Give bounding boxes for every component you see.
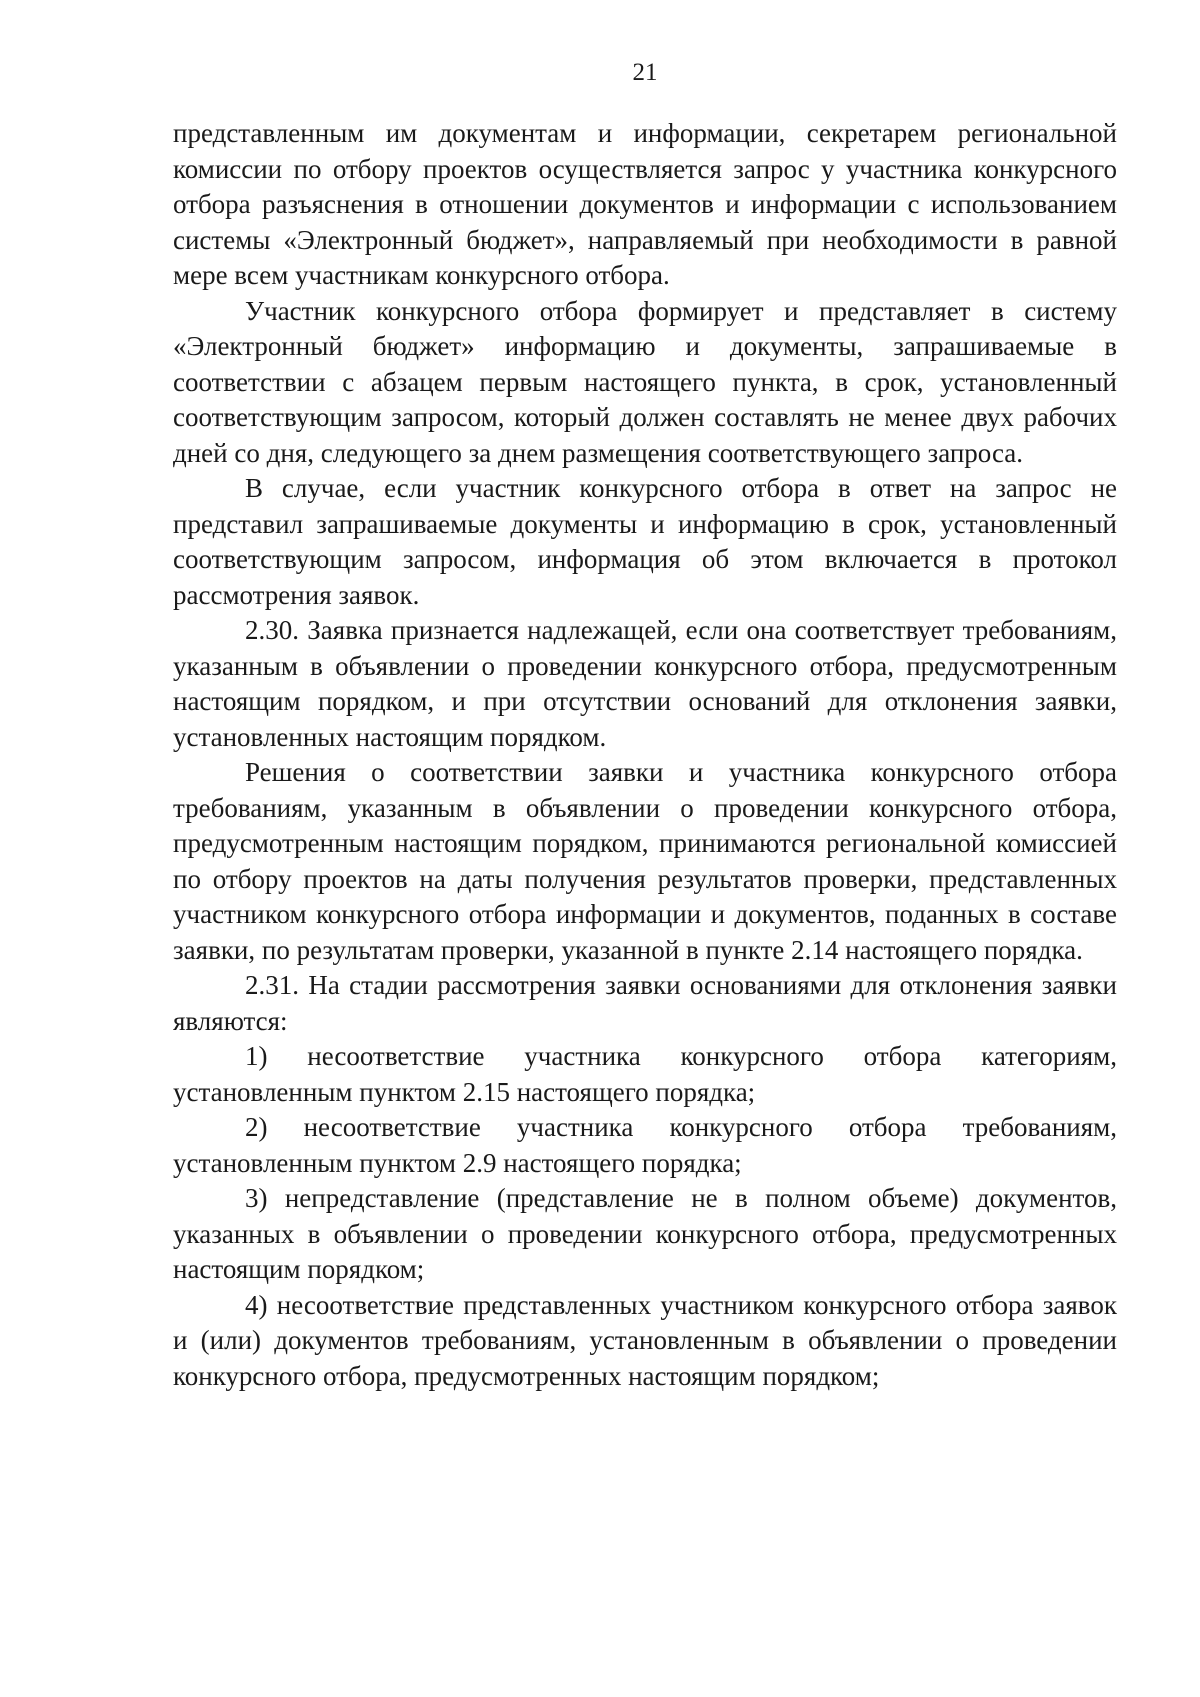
paragraph-clause-2-30: 2.30. Заявка признается надлежащей, если она соответствует требованиям, указанным в объявлении о проведении конкурсного отбора, предусмотренным настоящим порядком, и при отсутствии оснований для отклонения заявки, установленных настоящим порядком. — [173, 615, 1117, 752]
list-item-1: 1) несоответствие участника конкурсного отбора категориям, установленным пунктом 2.15 настоящего порядка; — [173, 1041, 1117, 1107]
list-item-3: 3) непредставление (представление не в полном объеме) документов, указанных в объявлении о проведении конкурсного отбора, предусмотренных настоящим порядком; — [173, 1183, 1117, 1284]
list-item-4: 4) несоответствие представленных участником конкурсного отбора заявок и (или) документов требованиям, установленным в объявлении о проведении конкурсного отбора, предусмотренных настоящим порядком; — [173, 1289, 1117, 1391]
paragraph-participant-response: Участник конкурсного отбора формирует и представляет в систему «Электронный бюджет» информацию и документы, запрашиваемые в соответствии с абзацем первым настоящего пункта, в срок, установленный соответствующим запросом, который должен составлять не менее двух рабочих дней со дня, следующего за днем размещения соответствующего запроса. — [173, 295, 1117, 468]
page-number: 21 — [632, 59, 658, 86]
paragraph-no-response: В случае, если участник конкурсного отбора в ответ на запрос не представил запрашиваемые документы и информацию в срок, установленный соответствующим запросом, информация об этом включается в протокол рассмотрения заявок. — [173, 473, 1117, 610]
paragraph-decisions: Решения о соответствии заявки и участника конкурсного отбора требованиям, указанным в объявлении о проведении конкурсного отбора, предусмотренным настоящим порядком, принимаются региональной комиссией по отбору проектов на даты получения результатов проверки, представленных участником конкурсного отбора информации и документов, поданных в составе заявки, по результатам проверки, указанной в пункте 2.14 настоящего порядка. — [173, 757, 1117, 965]
document-body — [173, 116, 1117, 1394]
list-item-2: 2) несоответствие участника конкурсного отбора требованиям, установленным пунктом 2.9 настоящего порядка; — [173, 1112, 1117, 1178]
paragraph-clause-2-31: 2.31. На стадии рассмотрения заявки основаниями для отклонения заявки являются: — [173, 970, 1117, 1036]
paragraph-continuation: представленным им документам и информации, секретарем региональной комиссии по отбору проектов осуществляется запрос у участника конкурсного отбора разъяснения в отношении документов и информации с использованием системы «Электронный бюджет», направляемый при необходимости в равной мере всем участникам конкурсного отбора. — [173, 118, 1117, 290]
